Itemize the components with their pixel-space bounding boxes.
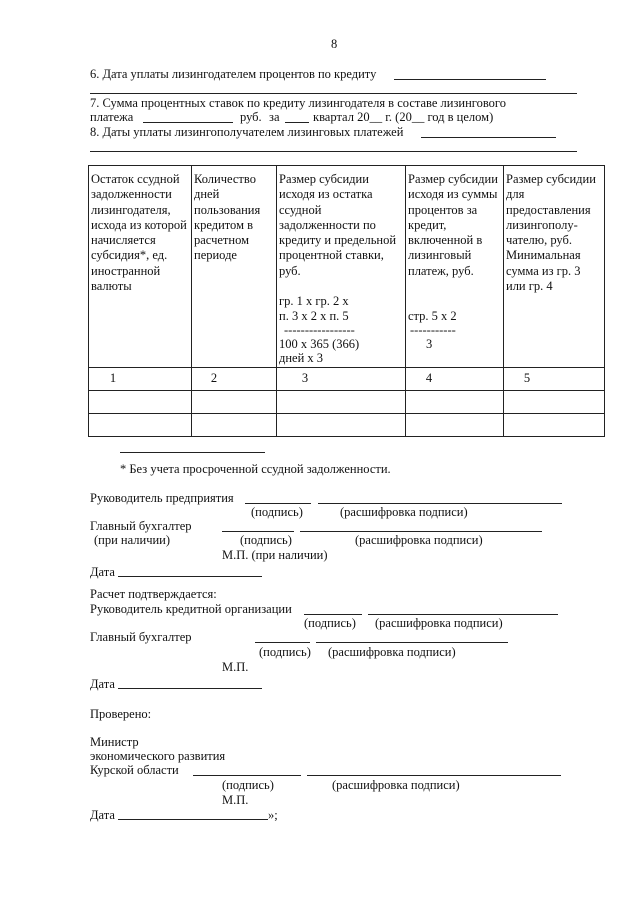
checked-label: Проверено: (90, 707, 152, 721)
date-field-3[interactable] (118, 819, 268, 820)
item-8-text: 8. Даты уплаты лизингополучателем лизинговых платежей (90, 125, 404, 139)
head-rasshifrovka: (расшифровка подписи) (340, 505, 468, 519)
formula-4-line-b: 3 (426, 337, 433, 351)
chief-accountant-2-podpis: (подпись) (259, 645, 311, 659)
head-podpis: (подпись) (251, 505, 303, 519)
formula-3-line-c: 100 х 365 (366) (279, 337, 360, 351)
col-number-2: 2 (210, 371, 218, 385)
closing-quote: »; (268, 808, 278, 822)
table-col-sep-2 (276, 165, 277, 437)
stamp-if-any: М.П. (при наличии) (222, 548, 328, 562)
footnote-separator (120, 452, 265, 453)
header-col-4: Размер субсидии исходя из суммы процентов за кредит, включенной в лизинговый платеж, руб. (408, 172, 498, 278)
chief-accountant-label: Главный бухгалтер (90, 519, 192, 533)
item-7-line-a: 7. Сумма процентных ставок по кредиту лизингодателя в составе лизингового (90, 96, 506, 110)
minister-line-3: Курской области (90, 763, 179, 777)
header-col-1: Остаток ссудной задолженности лизингодателя, исхода из которой начисляется субсидия*, ед. иностранной валюты (91, 172, 187, 294)
formula-4-line-a: стр. 5 х 2 (408, 309, 457, 323)
minister-name-field[interactable] (307, 775, 561, 776)
minister-line-2: экономического развития (90, 749, 226, 763)
chief-accountant-if-any: (при наличии) (94, 533, 171, 547)
table-numbers-bottom (88, 390, 605, 391)
formula-3-line-a: гр. 1 х гр. 2 х (279, 294, 349, 308)
footnote: * Без учета просроченной ссудной задолженности. (120, 462, 391, 476)
table-border-right (604, 165, 605, 437)
confirmed-label: Расчет подтверждается: (90, 587, 217, 601)
stamp-3: М.П. (222, 793, 249, 807)
table-col-sep-3 (405, 165, 406, 437)
formula-4-dash: ----------- (410, 323, 456, 337)
chief-accountant-signature-field[interactable] (222, 531, 294, 532)
chief-accountant-2-label: Главный бухгалтер (90, 630, 192, 644)
header-col-3: Размер субсидии исходя из остатка ссудной задолженности по кредиту и предельной процентной ставки, руб. (279, 172, 397, 278)
head-label: Руководитель предприятия (90, 491, 234, 505)
item-7-za-label: за (269, 110, 280, 124)
chief-accountant-2-name-field[interactable] (316, 642, 508, 643)
bank-head-label: Руководитель кредитной организации (90, 602, 292, 616)
head-signature-field[interactable] (245, 503, 311, 504)
bank-head-name-field[interactable] (368, 614, 558, 615)
table-col-sep-4 (503, 165, 504, 437)
col-number-5: 5 (523, 371, 531, 385)
divider-1 (90, 93, 577, 94)
table-col-sep-1 (191, 165, 192, 437)
formula-3-dash: ----------------- (284, 323, 355, 337)
item-7-amount-field[interactable] (143, 122, 233, 123)
item-7-payment-label: платежа (90, 110, 134, 124)
page-number: 8 (331, 37, 338, 51)
table-border-bottom (88, 436, 605, 437)
date-field-1[interactable] (118, 576, 262, 577)
col-number-4: 4 (425, 371, 433, 385)
date-field-2[interactable] (118, 688, 262, 689)
header-col-5: Размер субсидии для предоставления лизингополу-чателю, руб. Минимальная сумма из гр. 3 или гр. 4 (506, 172, 596, 294)
bank-head-rasshifrovka: (расшифровка подписи) (375, 616, 503, 630)
chief-accountant-2-rasshifrovka: (расшифровка подписи) (328, 645, 456, 659)
item-6-text: 6. Дата уплаты лизингодателем процентов по кредиту (90, 67, 377, 81)
chief-accountant-name-field[interactable] (300, 531, 542, 532)
minister-rasshifrovka: (расшифровка подписи) (332, 778, 460, 792)
bank-head-podpis: (подпись) (304, 616, 356, 630)
formula-3-line-d: дней х 3 (279, 351, 324, 365)
col-number-3: 3 (301, 371, 309, 385)
item-7-quarter-field[interactable] (285, 122, 309, 123)
header-col-2: Количество дней пользования кредитом в расчетном периоде (194, 172, 261, 263)
table-border-top (88, 165, 605, 166)
chief-accountant-podpis: (подпись) (240, 533, 292, 547)
chief-accountant-2-signature-field[interactable] (255, 642, 310, 643)
date-label-3: Дата (90, 808, 115, 822)
table-row-1-bottom (88, 413, 605, 414)
divider-2 (90, 151, 577, 152)
item-8-field[interactable] (421, 137, 556, 138)
table-border-left (88, 165, 89, 437)
bank-head-signature-field[interactable] (304, 614, 362, 615)
date-label-1: Дата (90, 565, 115, 579)
chief-accountant-rasshifrovka: (расшифровка подписи) (355, 533, 483, 547)
formula-3-line-b: п. 3 х 2 х п. 5 (279, 309, 349, 323)
date-label-2: Дата (90, 677, 115, 691)
item-7-rub-label: руб. (240, 110, 262, 124)
minister-podpis: (подпись) (222, 778, 274, 792)
stamp-2: М.П. (222, 660, 249, 674)
table-header-bottom (88, 367, 605, 368)
item-7-quarter-label: квартал 20__ г. (20__ год в целом) (313, 110, 494, 124)
item-6-field[interactable] (394, 79, 546, 80)
subsidy-table (88, 165, 605, 437)
minister-line-1: Министр (90, 735, 139, 749)
minister-signature-field[interactable] (193, 775, 301, 776)
head-name-field[interactable] (318, 503, 562, 504)
col-number-1: 1 (109, 371, 117, 385)
